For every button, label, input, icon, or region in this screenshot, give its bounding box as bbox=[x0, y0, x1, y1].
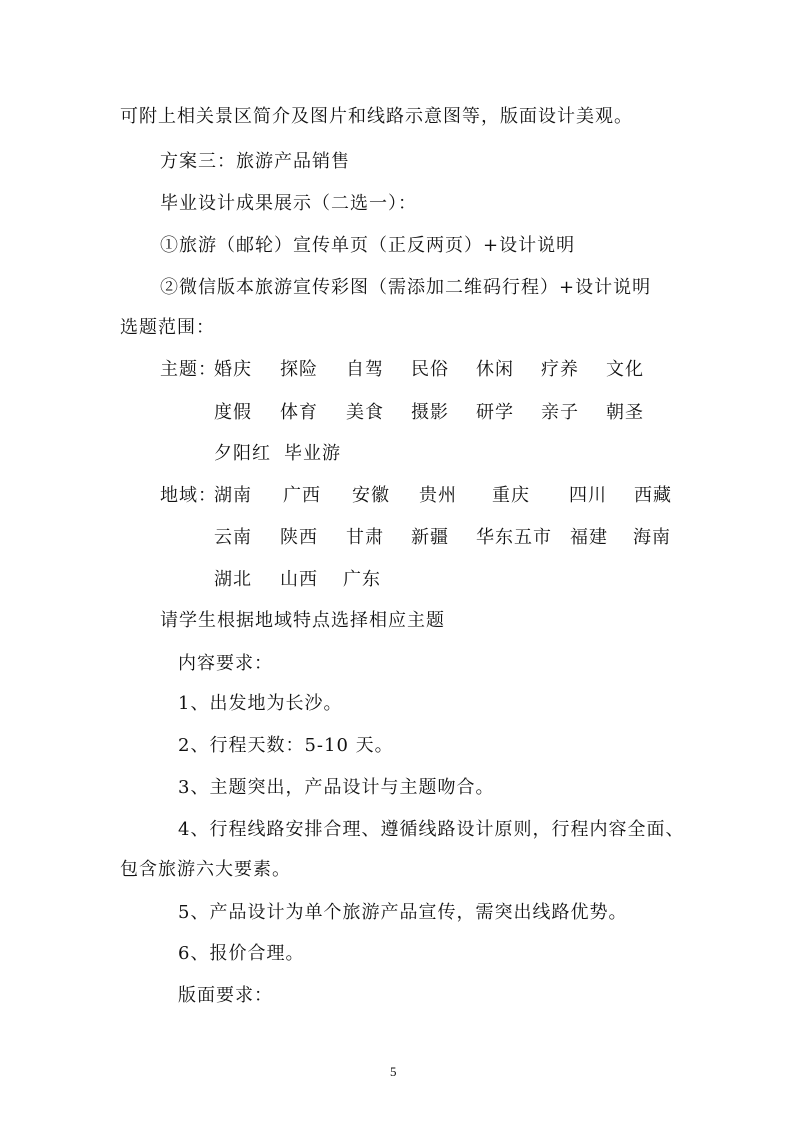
theme-item: 休闲 bbox=[476, 359, 514, 380]
theme-item: 自驾 bbox=[346, 359, 384, 380]
plan-three-heading: 方案三：旅游产品销售 bbox=[160, 151, 350, 172]
results-title: 毕业设计成果展示（二选一）： bbox=[160, 193, 417, 214]
theme-item: 婚庆 bbox=[214, 359, 252, 380]
theme-item: 民俗 bbox=[411, 359, 449, 380]
region-item: 海南 bbox=[633, 527, 671, 548]
theme-item: 研学 bbox=[476, 402, 514, 423]
option-two: ②微信版本旅游宣传彩图（需添加二维码行程）+设计说明 bbox=[160, 277, 652, 298]
requirement-item: 2、行程天数：5-10 天。 bbox=[178, 735, 394, 756]
theme-item: 摄影 bbox=[411, 402, 449, 423]
theme-item: 疗养 bbox=[541, 359, 579, 380]
theme-item: 探险 bbox=[280, 359, 318, 380]
region-item: 湖北 bbox=[214, 569, 252, 590]
theme-item: 朝圣 bbox=[606, 402, 644, 423]
instruction-line: 请学生根据地域特点选择相应主题 bbox=[160, 610, 445, 631]
theme-item: 度假 bbox=[214, 402, 252, 423]
region-item: 西藏 bbox=[634, 485, 672, 506]
layout-requirements-heading: 版面要求： bbox=[178, 985, 273, 1006]
theme-item: 体育 bbox=[280, 402, 318, 423]
region-item: 新疆 bbox=[411, 527, 449, 548]
theme-item: 文化 bbox=[606, 359, 644, 380]
requirement-item: 4、行程线路安排合理、遵循线路设计原则，行程内容全面、 bbox=[178, 819, 685, 840]
region-item: 山西 bbox=[280, 569, 318, 590]
requirement-item-continuation: 包含旅游六大要素。 bbox=[120, 859, 291, 880]
region-item: 贵州 bbox=[419, 485, 457, 506]
region-item: 安徽 bbox=[352, 485, 390, 506]
region-item: 福建 bbox=[570, 527, 608, 548]
region-item: 陕西 bbox=[280, 527, 318, 548]
region-item: 四川 bbox=[569, 485, 607, 506]
region-item: 广东 bbox=[343, 569, 381, 590]
requirement-item: 1、出发地为长沙。 bbox=[178, 693, 343, 714]
region-item: 华东五市 bbox=[476, 527, 552, 548]
topic-scope-heading: 选题范围： bbox=[120, 317, 215, 338]
requirement-item: 5、产品设计为单个旅游产品宣传，需突出线路优势。 bbox=[178, 902, 628, 923]
theme-item: 毕业游 bbox=[284, 443, 341, 464]
region-item: 重庆 bbox=[492, 485, 530, 506]
region-item: 湖南 bbox=[214, 485, 252, 506]
requirement-item: 3、主题突出，产品设计与主题吻合。 bbox=[178, 777, 495, 798]
region-item: 广西 bbox=[283, 485, 321, 506]
theme-item: 夕阳红 bbox=[214, 443, 271, 464]
requirement-item: 6、报价合理。 bbox=[178, 943, 305, 964]
theme-item: 美食 bbox=[346, 402, 384, 423]
option-one: ①旅游（邮轮）宣传单页（正反两页）+设计说明 bbox=[160, 235, 576, 256]
region-item: 云南 bbox=[214, 527, 252, 548]
region-item: 甘肃 bbox=[346, 527, 384, 548]
themes-label: 主题： bbox=[160, 359, 217, 380]
intro-line: 可附上相关景区简介及图片和线路示意图等，版面设计美观。 bbox=[120, 106, 633, 127]
content-requirements-heading: 内容要求： bbox=[178, 653, 273, 674]
theme-item: 亲子 bbox=[541, 402, 579, 423]
regions-label: 地域： bbox=[160, 485, 217, 506]
page-number: 5 bbox=[390, 1064, 397, 1079]
